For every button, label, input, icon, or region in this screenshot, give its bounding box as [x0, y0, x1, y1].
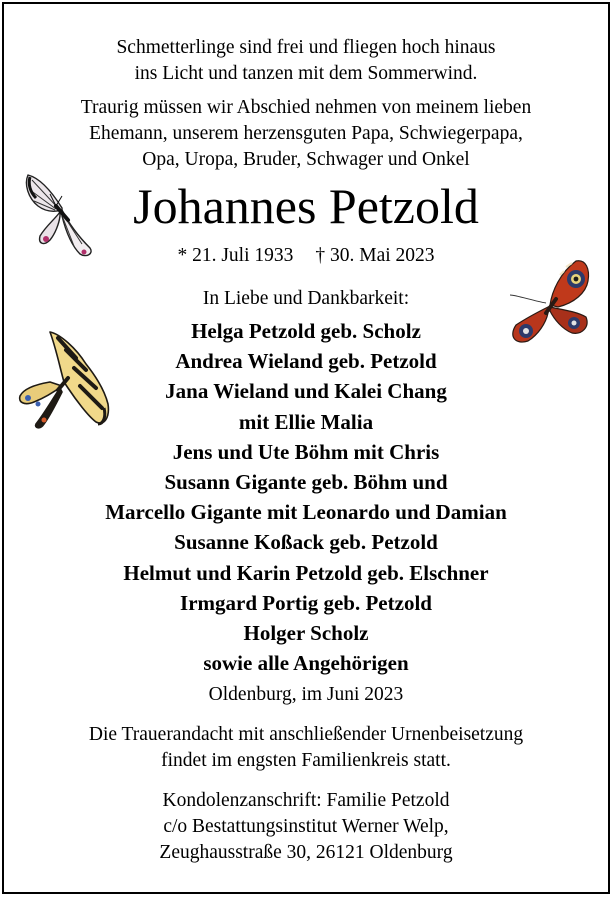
mourner: Helmut und Karin Petzold geb. Elschner	[123, 560, 489, 585]
poem	[0, 35, 612, 87]
condolence-line: Zeughausstraße 30, 26121 Oldenburg	[159, 842, 453, 863]
white-butterfly-icon	[22, 170, 96, 262]
mourner: Andrea Wieland geb. Petzold	[175, 349, 437, 374]
poem-line: ins Licht und tanzen mit dem Sommerwind.	[134, 63, 478, 84]
notice-line: findet im engsten Familienkreis statt.	[161, 750, 451, 771]
place-date: Oldenburg, im Juni 2023	[208, 684, 404, 705]
mourner: Irmgard Portig geb. Petzold	[180, 590, 432, 615]
peacock-butterfly-icon	[506, 255, 598, 351]
mourner: Holger Scholz	[243, 621, 369, 646]
intro-line: Opa, Uropa, Bruder, Schwager und Onkel	[142, 149, 470, 170]
mourner: sowie alle Angehörigen	[203, 651, 409, 676]
mourner: Marcello Gigante mit Leonardo und Damian	[105, 500, 507, 525]
swallowtail-butterfly-icon	[14, 328, 112, 434]
condolence-address	[0, 788, 612, 866]
mourner: mit Ellie Malia	[238, 409, 374, 434]
intro-line: Traurig müssen wir Abschied nehmen von meinem lieben	[80, 97, 532, 118]
death-date: † 30. Mai 2023	[315, 245, 435, 266]
birth-date: * 21. Juli 1933	[177, 245, 294, 266]
notice-line: Die Trauerandacht mit anschließender Urnenbeisetzung	[88, 724, 524, 745]
mourner: Helga Petzold geb. Scholz	[191, 319, 421, 343]
mourner: Jens und Ute Böhm mit Chris	[172, 439, 440, 464]
condolence-line: c/o Bestattungsinstitut Werner Welp,	[163, 816, 449, 837]
deceased-name: Johannes Petzold	[133, 178, 479, 234]
intro-line: Ehemann, unserem herzensguten Papa, Schwiegerpapa,	[89, 123, 523, 144]
condolence-line: Kondolenzanschrift: Familie Petzold	[162, 790, 450, 811]
poem-line: Schmetterlinge sind frei und fliegen hoch hinaus	[116, 37, 496, 58]
mourner: Susann Gigante geb. Böhm und	[164, 470, 448, 495]
mourner: Jana Wieland und Kalei Chang	[165, 379, 447, 404]
funeral-notice	[0, 722, 612, 774]
mourner: Susanne Koßack geb. Petzold	[174, 530, 438, 555]
love-line: In Liebe und Dankbarkeit:	[202, 288, 410, 309]
intro-text	[0, 95, 612, 173]
